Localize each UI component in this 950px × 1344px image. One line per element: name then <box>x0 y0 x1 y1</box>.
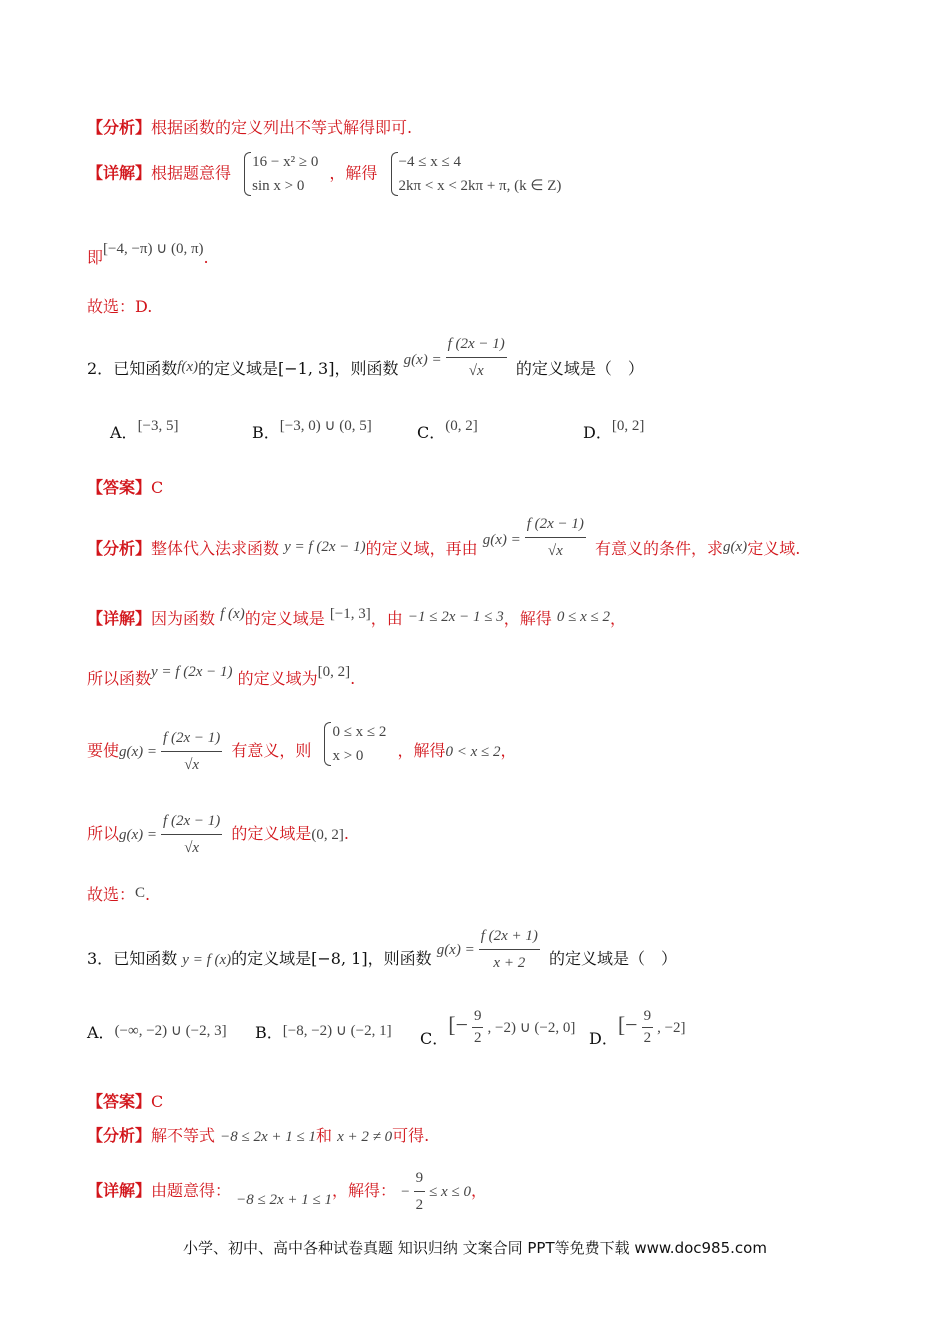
q2-option-c: C．(0, 2] <box>417 418 478 442</box>
sec1-detail: 【详解】根据题意得 16 − x² ≥ 0 sin x > 0 ，解得 −4 ≤ x ≤ 4 2kπ < x < 2kπ + π, (k ∈ Z) <box>87 150 567 198</box>
q3-option-c: C．[− $\frac{9}{2}$ , −2) ∪ (−2, 0] <box>420 1008 576 1048</box>
q3-answer: 【答案】C <box>87 1092 164 1111</box>
q2-analysis: 【分析】整体代入法求函数 y = f (2x − 1)的定义域，再由 g(x) = $\frac{f (2x - 1)}{√x}$ 有意义的条件，求g(x)定义域. <box>87 525 800 574</box>
q3-option-a: A．(−∞, −2) ∪ (−2, 3] <box>87 1023 227 1042</box>
q3-stem: 3．已知函数 y = f (x)的定义域是[−8, 1]，则函数 g(x) = $\frac{f (2x + 1)}{x + 2}$ 的定义域是（ ） <box>87 935 677 984</box>
q2-option-d: D．[0, 2] <box>583 418 645 442</box>
q2-stem: 2．已知函数f(x)的定义域是[−1, 3]，则函数 g(x) = $\frac{f (2x - 1)}{√x}$ 的定义域是（ ） <box>87 345 644 394</box>
q2-option-b: B．[−3, 0) ∪ (0, 5] <box>252 418 372 442</box>
page-footer: 小学、初中、高中各种试卷真题 知识归纳 文案合同 PPT等免费下载 www.doc985.com <box>183 1239 767 1257</box>
q3-analysis: 【分析】解不等式 −8 ≤ 2x + 1 ≤ 1和 x + 2 ≠ 0可得. <box>87 1126 430 1145</box>
q3-option-b: B．[−8, −2) ∪ (−2, 1] <box>255 1023 392 1042</box>
q2-choose: 故选：C. <box>87 885 151 904</box>
sec1-analysis: 【分析】根据函数的定义列出不等式解得即可. <box>87 118 413 137</box>
q2-detail-3: 要使g(x) = $\frac{f (2x - 1)}{√x}$ 有意义，则 0 ≤ x ≤ 2 x > 0 ，解得0 < x ≤ 2， <box>87 727 517 776</box>
q2-option-a: A．[−3, 5] <box>110 418 179 442</box>
sys-1: 16 − x² ≥ 0 sin x > 0 <box>242 150 318 198</box>
sec1-choose: 故选：D. <box>87 297 153 316</box>
q3-option-d: D．[− $\frac{9}{2}$ , −2] <box>589 1008 686 1048</box>
q2-detail-2: 所以函数y = f (2x − 1) 的定义域为[0, 2]. <box>87 664 356 688</box>
q3-detail: 【详解】由题意得： −8 ≤ 2x + 1 ≤ 1，解得： − $\frac{9}{2}$ ≤ x ≤ 0， <box>87 1167 487 1216</box>
q2-detail-4: 所以g(x) = $\frac{f (2x - 1)}{√x}$ 的定义域是(0, 2]. <box>87 810 349 859</box>
q2-answer: 【答案】C <box>87 478 164 497</box>
q2-detail-1: 【详解】因为函数 f (x)的定义域是 [−1, 3]，由 −1 ≤ 2x − 1 ≤ 3，解得 0 ≤ x ≤ 2， <box>87 606 626 628</box>
sys-2: −4 ≤ x ≤ 4 2kπ < x < 2kπ + π, (k ∈ Z) <box>389 150 562 198</box>
sec1-result: 即[−4, −π) ∪ (0, π). <box>87 241 209 267</box>
